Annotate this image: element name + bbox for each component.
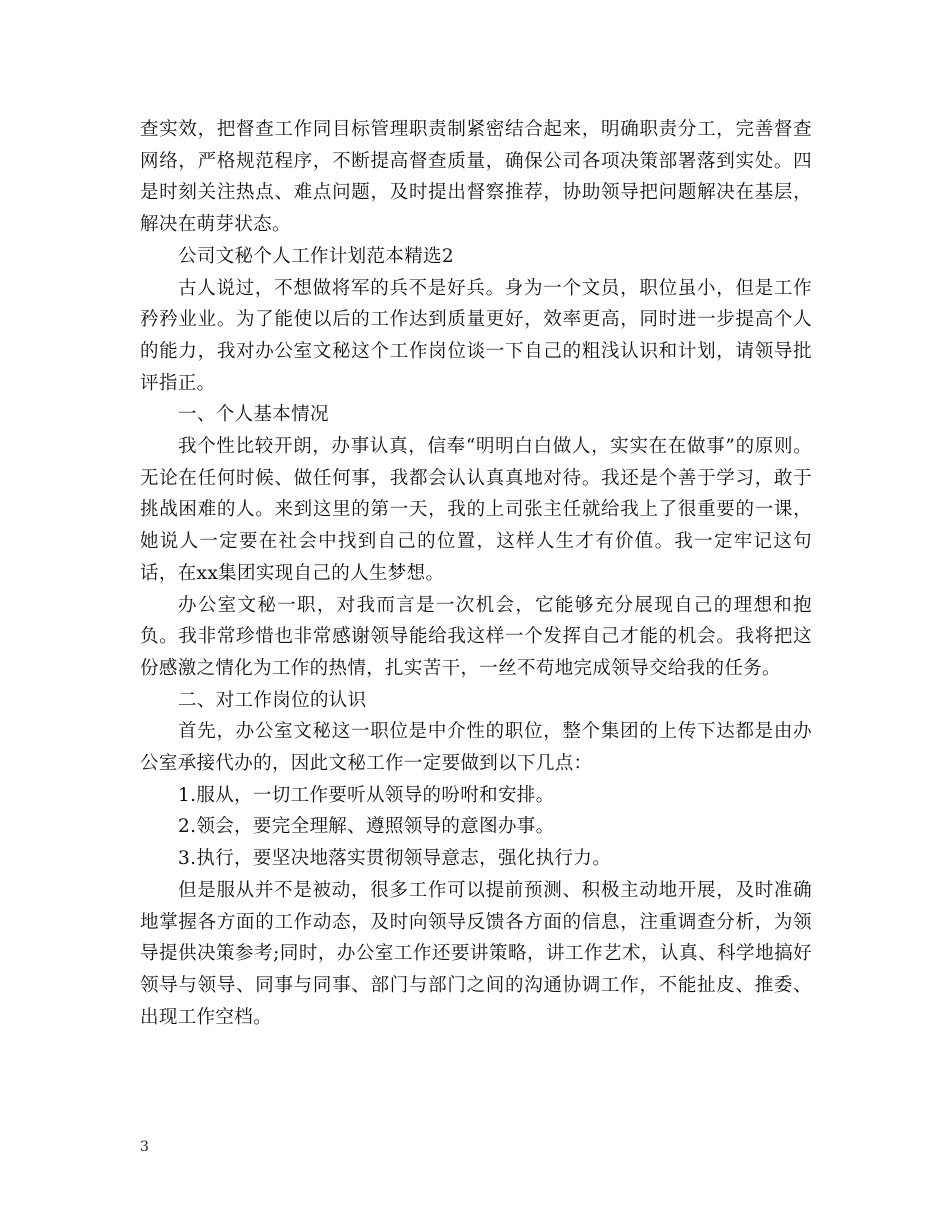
list-item-2: 2.领会，要完全理解、遵照领导的意图办事。 (178, 816, 555, 838)
list-item-1: 1.服从，一切工作要听从领导的吩咐和安排。 (178, 784, 555, 806)
paragraph-5: 我个性比较开朗，办事认真，信奉“明明白白做人，实实在在做事”的原则。无论在任何时候、做任何事，我都会认认真真地对待。我还是个善于学习，敢于挑战困难的人。来到这里的第一天，我的上司张主任就给我上了很重要的一课，她说人一定要在社会中找到自己的位置，这样人生才有价值。我一定牢记这句话，在xx集团实现自己的人生梦想。 (140, 436, 812, 584)
section-title-2: 公司文秘个人工作计划范本精选2 (178, 245, 455, 267)
paragraph-6: 办公室文秘一职，对我而言是一次机会，它能够充分展现自己的理想和抱负。我非常珍惜也非常感谢领导能给我这样一个发挥自己才能的机会。我将把这份感激之情化为工作的热情，扎实苦干，一丝不苟地完成领导交给我的任务。 (140, 594, 812, 679)
section-heading-job-understanding: 二、对工作岗位的认识 (178, 689, 367, 711)
paragraph-1: 查实效，把督查工作同目标管理职责制紧密结合起来，明确职责分工，完善督查网络，严格规范程序，不断提高督查质量，确保公司各项决策部署落到实处。四是时刻关注热点、难点问题，及时提出督察推荐，协助领导把问题解决在基层，解决在萌芽状态。 (140, 119, 812, 236)
document-body (140, 114, 812, 1033)
list-item-3: 3.执行，要坚决地落实贯彻领导意志，强化执行力。 (178, 848, 612, 870)
section-heading-personal-info: 一、个人基本情况 (178, 404, 329, 426)
paragraph-3: 古人说过，不想做将军的兵不是好兵。身为一个文员，职位虽小，但是工作矜矜业业。为了能使以后的工作达到质量更好，效率更高，同时进一步提高个人的能力，我对办公室文秘这个工作岗位谈一下自己的粗浅认识和计划，请领导批评指正。 (140, 277, 812, 394)
paragraph-8: 首先，办公室文秘这一职位是中介性的职位，整个集团的上传下达都是由办公室承接代办的，因此文秘工作一定要做到以下几点： (140, 721, 812, 775)
page-number: 3 (140, 1139, 149, 1155)
paragraph-12: 但是服从并不是被动，很多工作可以提前预测、积极主动地开展，及时准确地掌握各方面的工作动态，及时向领导反馈各方面的信息，注重调查分析，为领导提供决策参考;同时，办公室工作还要讲策略，讲工作艺术，认真、科学地搞好领导与领导、同事与同事、部门与部门之间的沟通协调工作，不能扯皮、推委、出现工作空档。 (140, 879, 812, 1028)
